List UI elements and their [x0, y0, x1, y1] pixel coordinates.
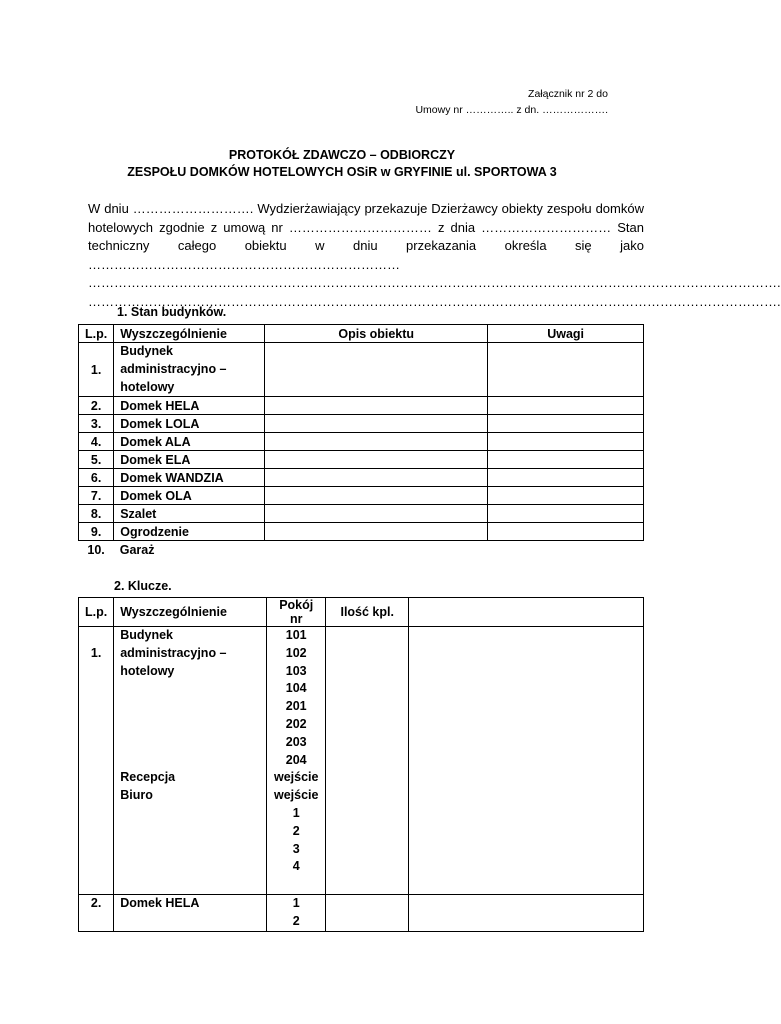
table-row: [79, 541, 644, 559]
row-name-line: Recepcja: [120, 770, 176, 785]
row-number: [79, 627, 114, 895]
row-remarks-cell[interactable]: [488, 397, 644, 415]
intro-text: W dniu ………………………. Wydzierżawiający przekazuje Dzierżawcy obiekty zespołu domków hotelowych zgodnie z umową nr …………………………… z dnia ………………………… Stan techniczny całego obiektu w dniu przekazania określa się jako ………………………………………………………………: [88, 201, 644, 272]
annex-line-2: Umowy nr ………….. z dn. ……………….: [415, 104, 608, 116]
header-quantity: Ilość kpl.: [326, 598, 409, 627]
row-number: 6.: [79, 469, 114, 487]
row-remarks-cell[interactable]: [488, 433, 644, 451]
quantity-cell[interactable]: [326, 627, 409, 895]
row-name-line: administracyjno –: [120, 361, 227, 376]
row-name-line: hotelowy: [120, 663, 175, 678]
room-number: 203: [285, 734, 307, 749]
room-number: 102: [285, 645, 307, 660]
row-name: Domek OLA: [114, 487, 265, 505]
keys-table: [78, 597, 644, 932]
room-list: [267, 627, 326, 895]
room-number: 4: [292, 859, 300, 874]
row-description-cell[interactable]: [265, 415, 488, 433]
table-row: [79, 433, 644, 451]
row-remarks-cell[interactable]: [488, 469, 644, 487]
row-description-cell: [265, 541, 488, 559]
title-line-1: PROTOKÓŁ ZDAWCZO – ODBIORCZY: [228, 148, 456, 162]
header-name: Wyszczególnienie: [114, 598, 267, 627]
row-name: Domek LOLA: [114, 415, 265, 433]
row-number: 8.: [79, 505, 114, 523]
row-number: 1.: [79, 343, 114, 397]
intro-dots-line-1: …………………………………………………………………………………………………………………………………………….: [88, 275, 781, 290]
header-lp: L.p.: [79, 325, 114, 343]
table-row: [79, 415, 644, 433]
table-row: [79, 343, 644, 397]
row-remarks-cell: [488, 541, 644, 559]
row-name: Domek HELA: [114, 894, 267, 931]
row-number: 9.: [79, 523, 114, 541]
room-number: 101: [285, 628, 307, 642]
table-row: [79, 523, 644, 541]
row-name: Domek ALA: [114, 433, 265, 451]
row-number: 5.: [79, 451, 114, 469]
row-name: Garaż: [119, 542, 155, 557]
row-remarks-cell[interactable]: [488, 343, 644, 397]
quantity-cell[interactable]: [326, 894, 409, 931]
room-list: [267, 894, 326, 931]
header-remarks: Uwagi: [488, 325, 644, 343]
row-description-cell[interactable]: [265, 487, 488, 505]
section-1-heading: 1. Stan budynków.: [117, 305, 227, 319]
row-description-cell[interactable]: [265, 505, 488, 523]
intro-dots-line-2: …………………………………………………………………………………………………………………………………………….: [88, 293, 781, 309]
room-number: 1: [292, 895, 300, 910]
buildings-table: [78, 324, 644, 558]
row-remarks-cell[interactable]: [488, 415, 644, 433]
header-room: Pokój nr: [267, 598, 326, 627]
row-name: Szalet: [114, 505, 265, 523]
room-number: 204: [285, 752, 307, 767]
annex-line-1: Załącznik nr 2 do: [528, 88, 608, 100]
row-number: 4.: [79, 433, 114, 451]
row-name: Domek HELA: [114, 397, 265, 415]
header-extra: [409, 598, 644, 627]
row-name-line: hotelowy: [120, 379, 175, 394]
row-name-line: administracyjno –: [120, 645, 227, 660]
row-number: 2.: [79, 397, 114, 415]
row-number-text: 1.: [90, 645, 102, 660]
extra-cell[interactable]: [409, 627, 644, 895]
row-description-cell[interactable]: [265, 397, 488, 415]
title-line-2: ZESPOŁU DOMKÓW HOTELOWYCH OSiR w GRYFINIE ul. SPORTOWA 3: [127, 165, 557, 179]
extra-cell[interactable]: [409, 894, 644, 931]
row-name-line: Biuro: [120, 788, 153, 803]
table-row: [79, 487, 644, 505]
table-row: [79, 451, 644, 469]
section-2-heading: 2. Klucze.: [114, 579, 172, 593]
annex-note: [415, 86, 608, 118]
table-row: [79, 894, 644, 931]
intro-paragraph: [88, 200, 781, 311]
row-name-line: Budynek: [120, 628, 174, 642]
row-name: [114, 627, 267, 895]
room-number: wejście: [273, 788, 319, 803]
row-name: Domek ELA: [114, 451, 265, 469]
row-remarks-cell[interactable]: [488, 487, 644, 505]
room-number: wejście: [273, 770, 319, 785]
table-row: [79, 469, 644, 487]
row-remarks-cell[interactable]: [488, 523, 644, 541]
table-header-row: [79, 598, 644, 627]
row-name-line: Budynek: [120, 344, 174, 358]
row-remarks-cell[interactable]: [488, 451, 644, 469]
room-number: 103: [285, 663, 307, 678]
row-number: 2.: [79, 894, 114, 931]
header-lp: L.p.: [79, 598, 114, 627]
table-row: [79, 505, 644, 523]
row-description-cell[interactable]: [265, 343, 488, 397]
row-name: [114, 343, 265, 397]
row-name: Ogrodzenie: [114, 523, 265, 541]
row-remarks-cell[interactable]: [488, 505, 644, 523]
row-name: Domek WANDZIA: [114, 469, 265, 487]
header-name: Wyszczególnienie: [114, 325, 265, 343]
table-header-row: [79, 325, 644, 343]
room-number: 104: [285, 681, 307, 696]
row-description-cell[interactable]: [265, 469, 488, 487]
header-description: Opis obiektu: [265, 325, 488, 343]
table-row: [79, 627, 644, 895]
room-number: 2: [292, 913, 300, 928]
row-number: 7.: [79, 487, 114, 505]
room-number: 3: [292, 841, 300, 856]
room-number: 1: [292, 805, 300, 820]
row-number: 10.: [87, 542, 105, 557]
room-number: 202: [285, 716, 307, 731]
row-description-cell[interactable]: [265, 523, 488, 541]
room-number: 2: [292, 823, 300, 838]
document-title: [0, 147, 724, 181]
row-description-cell[interactable]: [265, 451, 488, 469]
row-number: 3.: [79, 415, 114, 433]
row-description-cell[interactable]: [265, 433, 488, 451]
table-row: [79, 397, 644, 415]
room-number: 201: [285, 699, 307, 714]
